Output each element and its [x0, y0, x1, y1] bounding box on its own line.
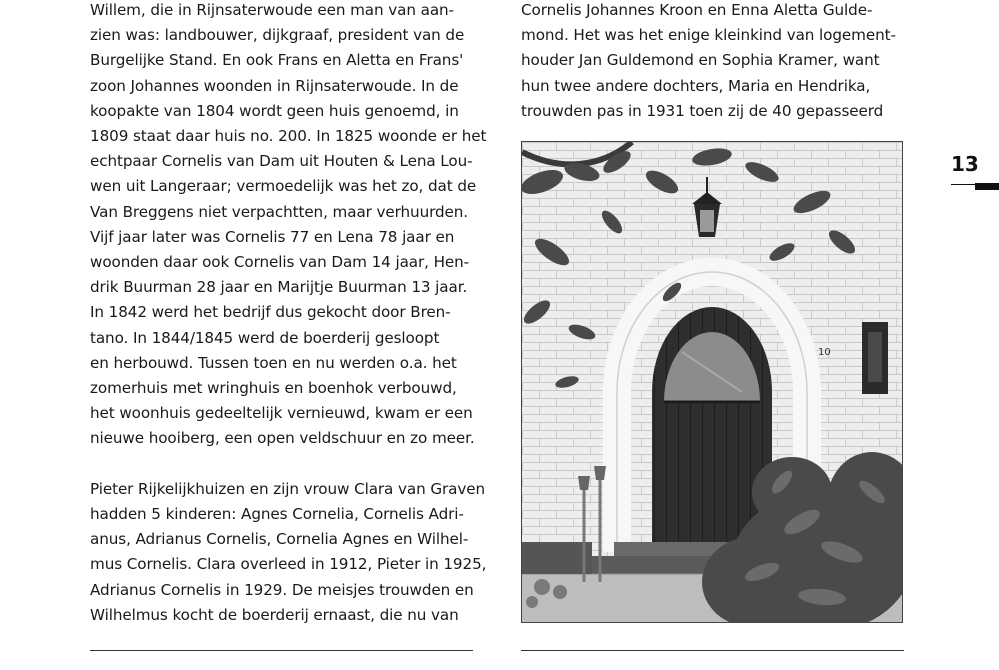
paragraph-gap: [90, 452, 480, 477]
text-line: wen uit Langeraar; vermoedelijk was het zo, dat de: [90, 177, 477, 196]
text-line: zien was: landbouwer, dijkgraaf, president van de: [90, 26, 465, 45]
text-line: houder Jan Guldemond en Sophia Kramer, want: [521, 51, 880, 70]
right-text-column: [521, 0, 906, 124]
text-line: koopakte van 1804 wordt geen huis genoemd, in: [90, 101, 459, 120]
text-line: zomerhuis met wringhuis en boenhok verbouwd,: [90, 379, 457, 398]
text-line: Adrianus Cornelis in 1929. De meisjes trouwden en: [90, 580, 474, 599]
page-tab-marker: [951, 180, 999, 190]
house-entrance-photo: [521, 141, 903, 623]
footer-rule-left: [90, 650, 473, 651]
text-line: en herbouwd. Tussen toen en nu werden o.a. het: [90, 353, 457, 372]
house-number-sign: 10: [818, 347, 831, 358]
text-line: mond. Het was het enige kleinkind van logement-: [521, 26, 896, 45]
paragraph-1: [90, 0, 487, 452]
left-text-column: [90, 0, 487, 628]
text-line: het woonhuis gedeeltelijk vernieuwd, kwam er een: [90, 404, 473, 423]
text-line: Pieter Rijkelijkhuizen en zijn vrouw Clara van Graven: [90, 479, 486, 498]
text-line: Van Breggens niet verpachtten, maar verhuurden.: [90, 202, 469, 221]
text-line: trouwden pas in 1931 toen zij de 40 gepasseerd: [521, 101, 884, 120]
text-line: echtpaar Cornelis van Dam uit Houten & Lena Lou-: [90, 152, 473, 171]
text-line: zoon Johannes woonden in Rijnsaterwoude. In de: [90, 76, 459, 95]
text-line: Wilhelmus kocht de boerderij ernaast, die nu van: [90, 605, 459, 624]
text-line: nieuwe hooiberg, een open veldschuur en zo meer.: [90, 429, 475, 448]
text-line: mus Cornelis. Clara overleed in 1912, Pieter in 1925,: [90, 555, 487, 574]
text-line: tano. In 1844/1845 werd de boerderij gesloopt: [90, 328, 440, 347]
footer-rule-right: [521, 650, 904, 651]
photo-illustration: [522, 142, 902, 622]
text-line: woonden daar ook Cornelis van Dam 14 jaar, Hen-: [90, 253, 470, 272]
paragraph-2: [90, 477, 487, 628]
text-line: Vijf jaar later was Cornelis 77 en Lena 78 jaar en: [90, 227, 455, 246]
page-number: 13: [951, 152, 979, 176]
text-line: 1809 staat daar huis no. 200. In 1825 woonde er het: [90, 127, 487, 146]
text-line: Willem, die in Rijnsaterwoude een man van aan-: [90, 1, 454, 19]
text-line: drik Buurman 28 jaar en Marijtje Buurman 13 jaar.: [90, 278, 468, 297]
text-line: In 1842 werd het bedrijf dus gekocht door Bren-: [90, 303, 451, 322]
text-line: Burgelijke Stand. En ook Frans en Aletta en Frans': [90, 51, 464, 70]
text-line: hadden 5 kinderen: Agnes Cornelia, Cornelis Adri-: [90, 505, 464, 524]
text-line: hun twee andere dochters, Maria en Hendrika,: [521, 76, 871, 95]
text-line: anus, Adrianus Cornelis, Cornelia Agnes en Wilhel-: [90, 530, 469, 549]
brick-plinth: [522, 542, 592, 574]
text-line: Cornelis Johannes Kroon en Enna Aletta Gulde-: [521, 1, 873, 19]
